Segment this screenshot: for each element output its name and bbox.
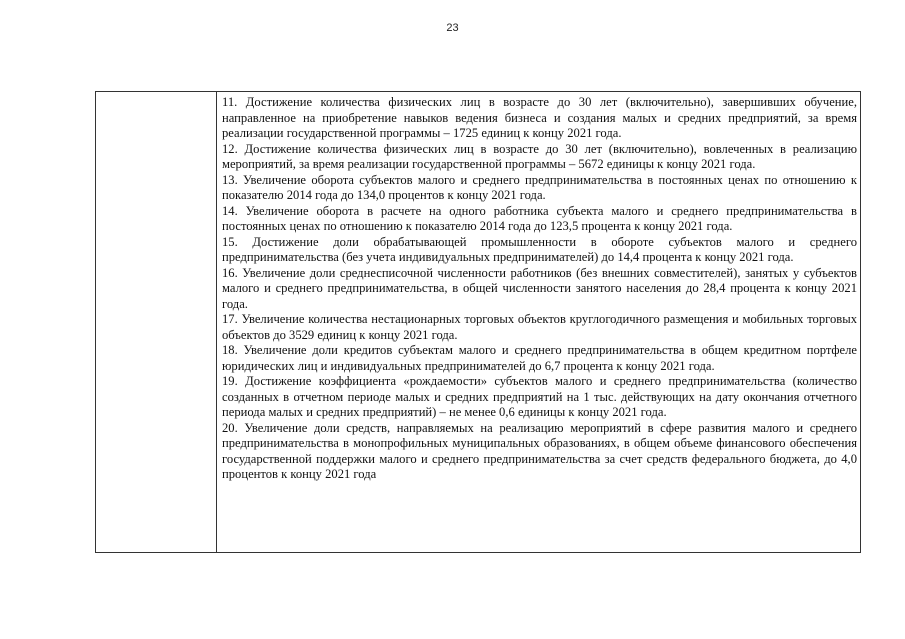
indicator-item-20: 20. Увеличение доли средств, направляемых на реализацию мероприятий в сфере развития малого и среднего предпринимательства в монопрофильных муниципальных образованиях, в общем объеме финансового обеспечения государственной поддержки малого и среднего предпринимательства за счет средств федерального бюджета, до 4,0 процентов к концу 2021 года bbox=[222, 420, 857, 481]
indicator-item-12: 12. Достижение количества физических лиц в возрасте до 30 лет (включительно), вовлеченных в реализацию мероприятий, за время реализации государственной программы – 5672 единицы к концу 2021 года. bbox=[222, 141, 857, 171]
indicator-item-13: 13. Увеличение оборота субъектов малого и среднего предпринимательства в постоянных ценах по отношению к показателю 2014 года до 134,0 процентов к концу 2021 года. bbox=[222, 172, 857, 202]
indicator-item-18: 18. Увеличение доли кредитов субъектам малого и среднего предпринимательства в общем кредитном портфеле юридических лиц и индивидуальных предпринимателей до 6,7 процента к концу 2021 года. bbox=[222, 343, 857, 373]
indicator-item-19: 19. Достижение коэффициента «рождаемости» субъектов малого и среднего предпринимательства (количество созданных в отчетном периоде малых и средних предприятий на 1 тыс. действующих на дату окончания отчетного периода малых и средних предприятий) – не менее 0,6 единицы к концу 2021 года. bbox=[222, 374, 857, 419]
page-number: 23 bbox=[446, 22, 459, 34]
indicator-item-14: 14. Увеличение оборота в расчете на одного работника субъекта малого и среднего предпринимательства в постоянных ценах по отношению к показателю 2014 года до 123,5 процента к концу 2021 года. bbox=[222, 203, 857, 233]
table-left-cell bbox=[96, 92, 217, 552]
indicator-item-17: 17. Увеличение количества нестационарных торговых объектов круглогодичного размещения и мобильных торговых объектов до 3529 единиц к концу 2021 года. bbox=[222, 312, 857, 342]
indicator-item-15: 15. Достижение доли обрабатывающей промышленности в обороте субъектов малого и среднего предпринимательства (без учета индивидуальных предпринимателей) до 14,4 процента к концу 2021 года. bbox=[222, 234, 857, 264]
indicator-item-11: 11. Достижение количества физических лиц в возрасте до 30 лет (включительно), завершивших обучение, направленное на приобретение навыков ведения бизнеса и создания малых и средних предприятий, за время реализации государственной программы – 1725 единиц к концу 2021 года. bbox=[222, 95, 857, 140]
table-right-cell bbox=[217, 92, 860, 552]
indicator-item-16: 16. Увеличение доли среднесписочной численности работников (без внешних совместителей), занятых у субъектов малого и среднего предпринимательства, в общей численности занятого населения до 28,4 процента к концу 2021 года. bbox=[222, 265, 857, 311]
indicators-table bbox=[95, 91, 861, 553]
